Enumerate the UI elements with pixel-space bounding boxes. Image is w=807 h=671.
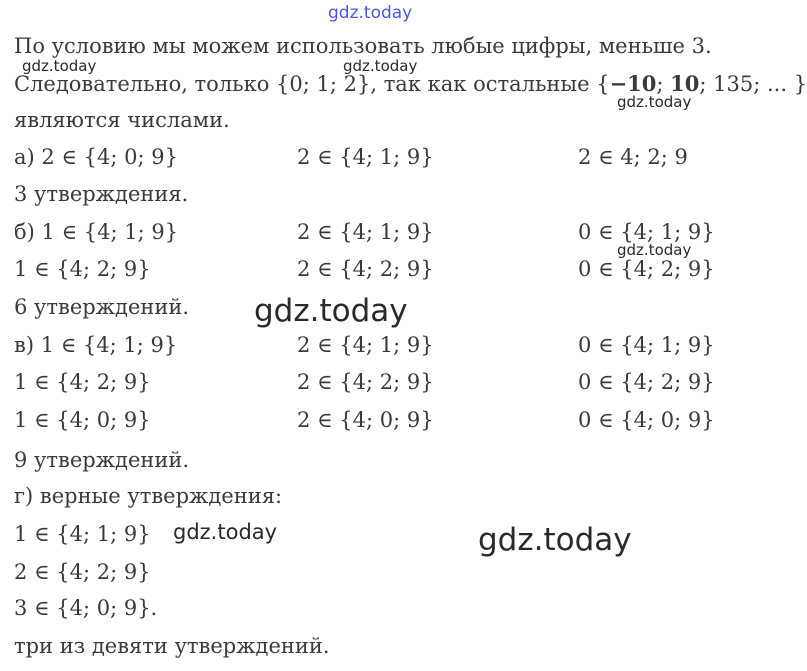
watermark: gdz.today — [617, 93, 692, 111]
part-b-row2-col2: 2 ∈ {4; 2; 9} — [297, 257, 434, 281]
watermark: gdz.today — [343, 57, 418, 75]
part-v-row2-col1: 1 ∈ {4; 2; 9} — [14, 370, 151, 394]
watermark: gdz.today — [22, 57, 97, 75]
intro-line-3: являются числами. — [14, 108, 230, 132]
part-g-summary: три из девяти утверждений. — [14, 634, 330, 658]
watermark: gdz.today — [478, 522, 632, 558]
part-g-item-2: 2 ∈ {4; 2; 9} — [14, 560, 151, 584]
part-v-row2-col3: 0 ∈ {4; 2; 9} — [578, 370, 715, 394]
part-v-row2-col2: 2 ∈ {4; 2; 9} — [297, 370, 434, 394]
part-v-row1-col3: 0 ∈ {4; 1; 9} — [578, 333, 715, 357]
watermark-top: gdz.today — [328, 3, 413, 23]
part-v-summary: 9 утверждений. — [14, 448, 190, 472]
part-b-row1-col3: 0 ∈ {4; 1; 9} — [578, 220, 715, 244]
part-v-row1-col2: 2 ∈ {4; 1; 9} — [297, 333, 434, 357]
part-a-row1-col1: а) 2 ∈ {4; 0; 9} — [14, 145, 178, 169]
part-b-row2-col3: 0 ∈ {4; 2; 9} — [578, 257, 715, 281]
part-g-heading: г) верные утверждения: — [14, 484, 283, 508]
intro-line-1: По условию мы можем использовать любые цифры, меньше 3. — [14, 34, 712, 58]
part-v-row3-col2: 2 ∈ {4; 0; 9} — [297, 408, 434, 432]
part-b-row1-col1: б) 1 ∈ {4; 1; 9} — [14, 220, 179, 244]
part-a-row1-col2: 2 ∈ {4; 1; 9} — [297, 145, 434, 169]
part-v-row3-col3: 0 ∈ {4; 0; 9} — [578, 408, 715, 432]
watermark: gdz.today — [617, 241, 692, 259]
part-b-row1-col2: 2 ∈ {4; 1; 9} — [297, 220, 434, 244]
part-g-item-3: 3 ∈ {4; 0; 9}. — [14, 596, 158, 620]
watermark: gdz.today — [254, 293, 408, 329]
watermark: gdz.today — [173, 520, 278, 544]
part-v-row3-col1: 1 ∈ {4; 0; 9} — [14, 408, 151, 432]
intro-line-2: Следовательно, только {0; 1; 2}, так как остальные {−10; 10; 135; ... } — [14, 71, 807, 96]
part-v-row1-col1: в) 1 ∈ {4; 1; 9} — [14, 333, 178, 357]
part-a-summary: 3 утверждения. — [14, 182, 189, 206]
part-b-row2-col1: 1 ∈ {4; 2; 9} — [14, 257, 151, 281]
part-a-row1-col3: 2 ∈ 4; 2; 9 — [578, 145, 688, 169]
part-b-summary: 6 утверждений. — [14, 295, 190, 319]
part-g-item-1: 1 ∈ {4; 1; 9} — [14, 522, 151, 546]
